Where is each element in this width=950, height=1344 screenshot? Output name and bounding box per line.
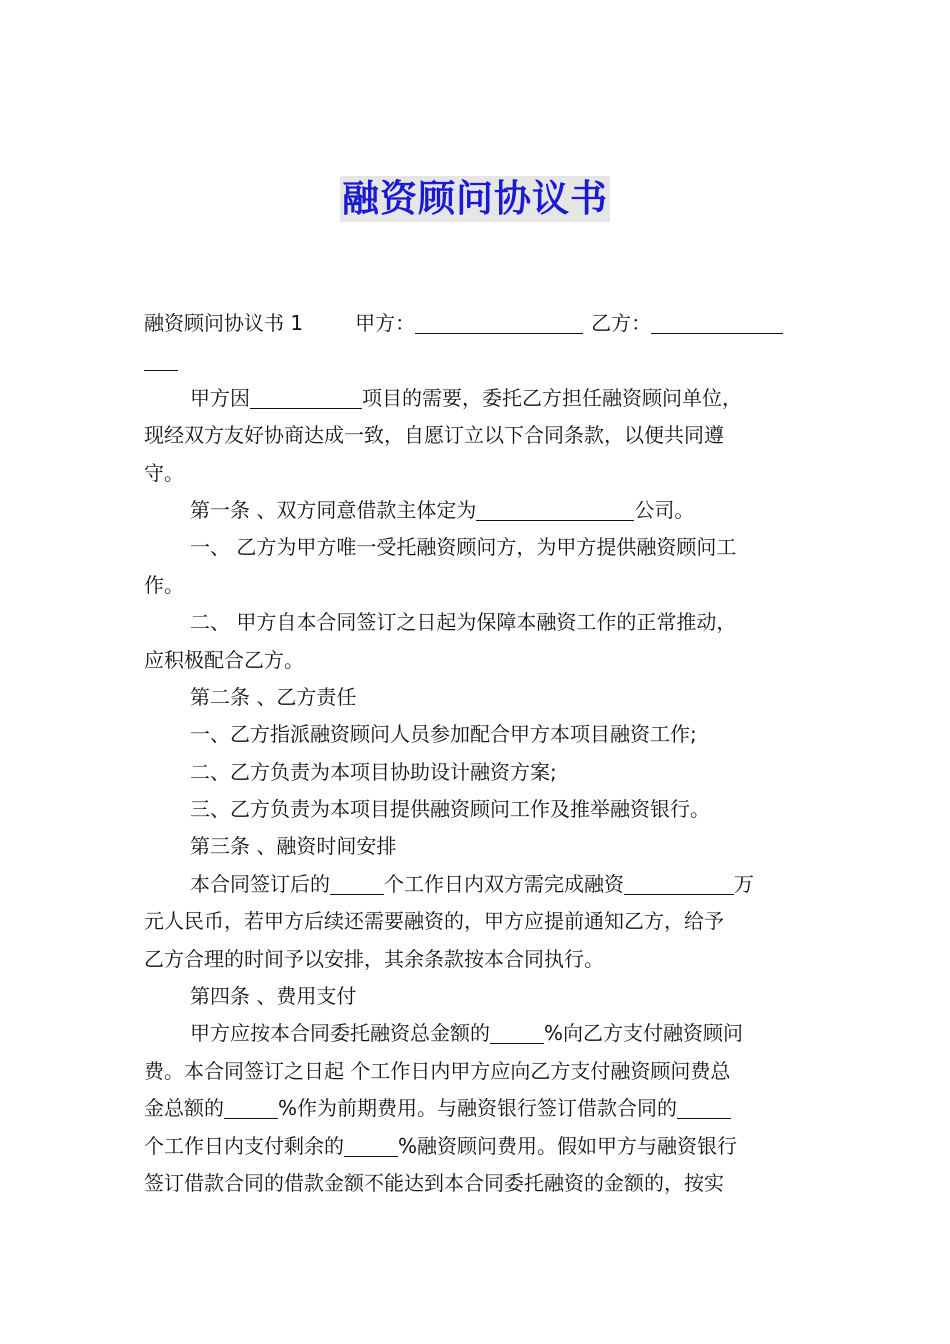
para-line [144,866,808,903]
para-line [144,567,808,604]
text-run: 个工作日内支付剩余的 [144,1133,344,1158]
text-run: 应积极配合乙方。 [144,647,304,672]
article-2-heading [144,679,808,716]
percent-blank [224,1094,278,1119]
text-run: 金总额的 [144,1096,224,1121]
text-run: 第四条 、费用支付 [190,984,357,1009]
header-line [144,305,808,342]
para-line [144,903,808,940]
para-line [144,417,808,454]
para-line [144,791,808,828]
text-run: 作。 [144,572,184,597]
text-run: 守。 [144,460,184,485]
text-run: 费。本合同签订之日起 个工作日内甲方应向乙方支付融资顾问费总 [144,1058,731,1083]
text-run: %融资顾问费用。假如甲方与融资银行 [398,1133,738,1158]
text-run: 二、 甲方自本合同签订之日起为保障本融资工作的正常推动， [190,610,737,635]
party-b-label: 乙方： [591,311,652,335]
para-line [144,604,808,641]
para-line [144,380,808,417]
project-blank [250,384,362,409]
text-run: 二、乙方负责为本项目协助设计融资方案; [190,759,557,784]
party-a-blank [415,309,583,334]
text-run: 一、乙方指派融资顾问人员参加配合甲方本项目融资工作; [190,722,697,747]
para-line [144,455,808,492]
party-b-blank [651,309,783,334]
percent-blank [344,1132,398,1157]
text-run: 甲方应按本合同委托融资总金额的 [190,1021,490,1046]
para-line [144,754,808,791]
text-run: 一、 乙方为甲方唯一受托融资顾问方，为甲方提供融资顾问工 [190,535,737,560]
title-wrap [0,176,950,222]
article-4-heading [144,978,808,1015]
text-run: %向乙方支付融资顾问 [544,1021,744,1046]
para-line [144,642,808,679]
text-run: 第二条 、乙方责任 [190,684,357,709]
para-line [144,529,808,566]
article-1-line [144,492,808,529]
para-line [144,1128,808,1165]
header-line-cont [144,342,808,379]
text-run: 三、乙方负责为本项目提供融资顾问工作及推举融资银行。 [190,797,710,822]
text-run: 第三条 、融资时间安排 [190,834,397,859]
para-line [144,716,808,753]
para-line [144,941,808,978]
text-run: 万 [734,871,754,896]
para-line [144,1165,808,1202]
text-run: 项目的需要，委托乙方担任融资顾问单位， [362,385,742,410]
doc-label: 融资顾问协议书 1 [144,311,304,335]
document-title: 融资顾问协议书 [342,177,608,220]
article-3-heading [144,828,808,865]
text-run: 个工作日内双方需完成融资 [384,871,624,896]
text-run: 乙方合理的时间予以安排，其余条款按本合同执行。 [144,946,604,971]
text-run: 公司。 [634,497,695,522]
text-run: 签订借款合同的借款金额不能达到本合同委托融资的金额的，按实 [144,1170,724,1195]
days-blank [677,1094,731,1119]
amount-blank [624,870,734,895]
para-line [144,1053,808,1090]
text-run: %作为前期费用。与融资银行签订借款合同的 [278,1096,678,1121]
text-run: 现经双方友好协商达成一致，自愿订立以下合同条款，以便共同遵 [144,423,724,448]
text-run: 甲方因 [190,385,250,410]
borrower-blank [476,496,634,521]
text-run: 元人民币，若甲方后续还需要融资的，甲方应提前通知乙方，给予 [144,909,724,934]
para-line [144,1015,808,1052]
party-a-label: 甲方： [355,311,416,335]
party-b-blank-cont [144,346,178,371]
days-blank [330,870,384,895]
text-run: 本合同签订后的 [190,871,330,896]
text-run: 第一条 、双方同意借款主体定为 [190,497,477,522]
percent-blank [490,1019,544,1044]
document-body [144,305,808,1202]
para-line [144,1090,808,1127]
